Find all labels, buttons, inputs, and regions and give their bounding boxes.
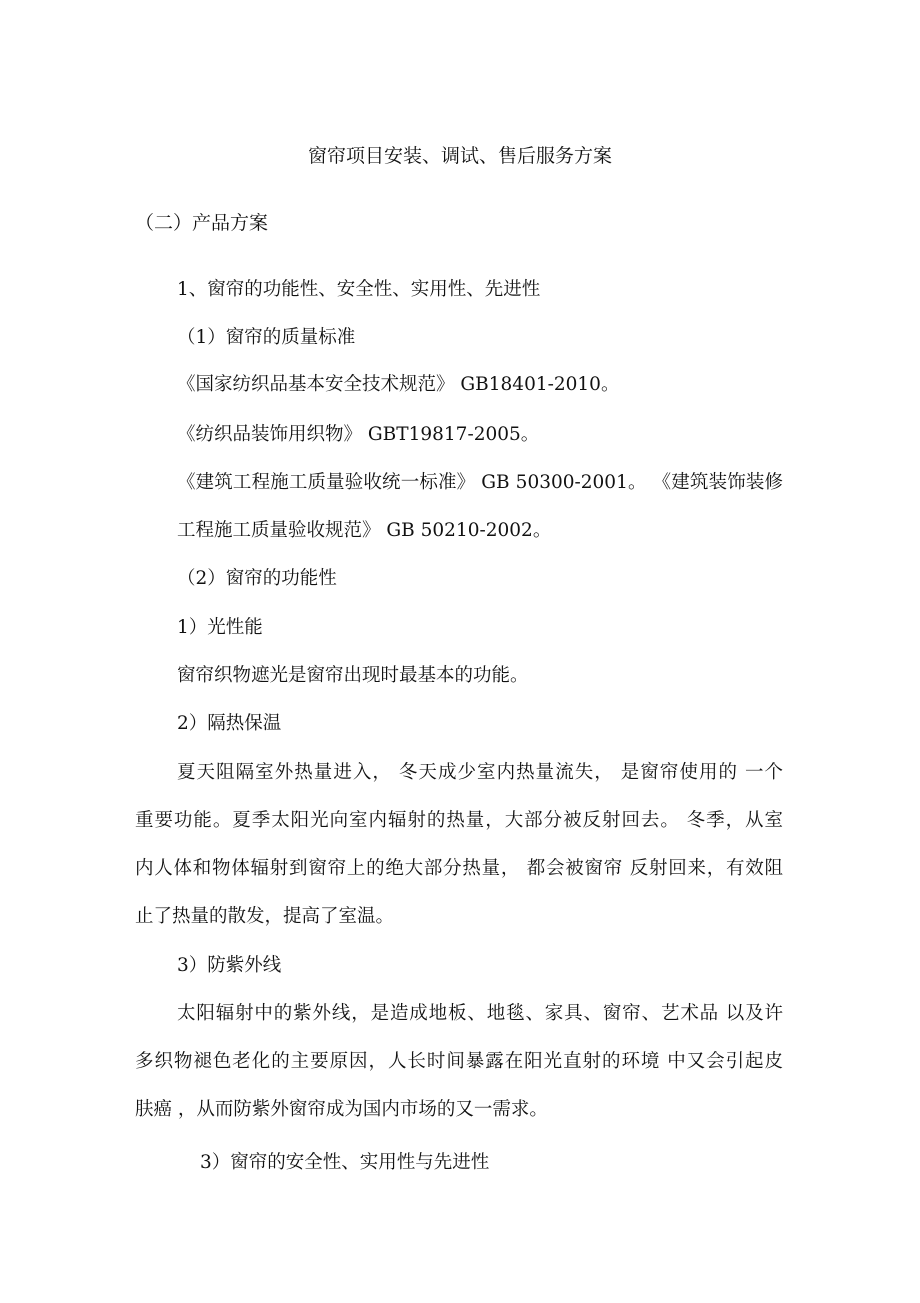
uv-paragraph-line: 太阳辐射中的紫外线，是造成地板、地毯、家具、窗帘、艺术品 以及许 <box>177 1003 783 1024</box>
standard-line: 工程施工质量验收规范》 GB 50210-2002。 <box>177 520 552 541</box>
uv-heading: 3）防紫外线 <box>177 955 282 976</box>
insulation-paragraph-line: 内人体和物体辐射到窗帘上的绝大部分热量， 都会被窗帘 反射回来，有效阻 <box>135 858 783 879</box>
sub1-heading: （1）窗帘的质量标准 <box>177 327 356 348</box>
standard-line: 《国家纺织品基本安全技术规范》 GB18401-2010。 <box>177 374 620 395</box>
insulation-paragraph-line: 夏天阻隔室外热量进入， 冬天成少室内热量流失， 是窗帘使用的 一个 <box>177 762 783 783</box>
sub3-heading: 3）窗帘的安全性、实用性与先进性 <box>200 1152 490 1173</box>
sub2-heading: （2）窗帘的功能性 <box>177 568 337 589</box>
insulation-paragraph-line: 止了热量的散发，提高了室温。 <box>135 906 395 927</box>
insulation-heading: 2）隔热保温 <box>177 713 282 734</box>
uv-paragraph-line: 肤癌 ，从而防紫外窗帘成为国内市场的又一需求。 <box>135 1099 548 1120</box>
light-text: 窗帘织物遮光是窗帘出现时最基本的功能。 <box>177 665 529 686</box>
item1-heading: 1、窗帘的功能性、安全性、实用性、先进性 <box>177 279 541 300</box>
standard-line: 《建筑工程施工质量验收统一标准》 GB 50300-2001。 《建筑装饰装修 <box>177 472 783 493</box>
uv-paragraph-line: 多织物褪色老化的主要原因，人长时间暴露在阳光直射的环境 中又会引起皮 <box>135 1051 783 1072</box>
document-title: 窗帘项目安装、调试、售后服务方案 <box>307 145 612 167</box>
light-heading: 1）光性能 <box>177 617 263 638</box>
insulation-paragraph-line: 重要功能。夏季太阳光向室内辐射的热量，大部分被反射回去。 冬季，从室 <box>135 810 783 831</box>
standard-line: 《纺织品装饰用织物》 GBT19817-2005。 <box>177 424 540 445</box>
section-heading: （二）产品方案 <box>135 212 269 234</box>
